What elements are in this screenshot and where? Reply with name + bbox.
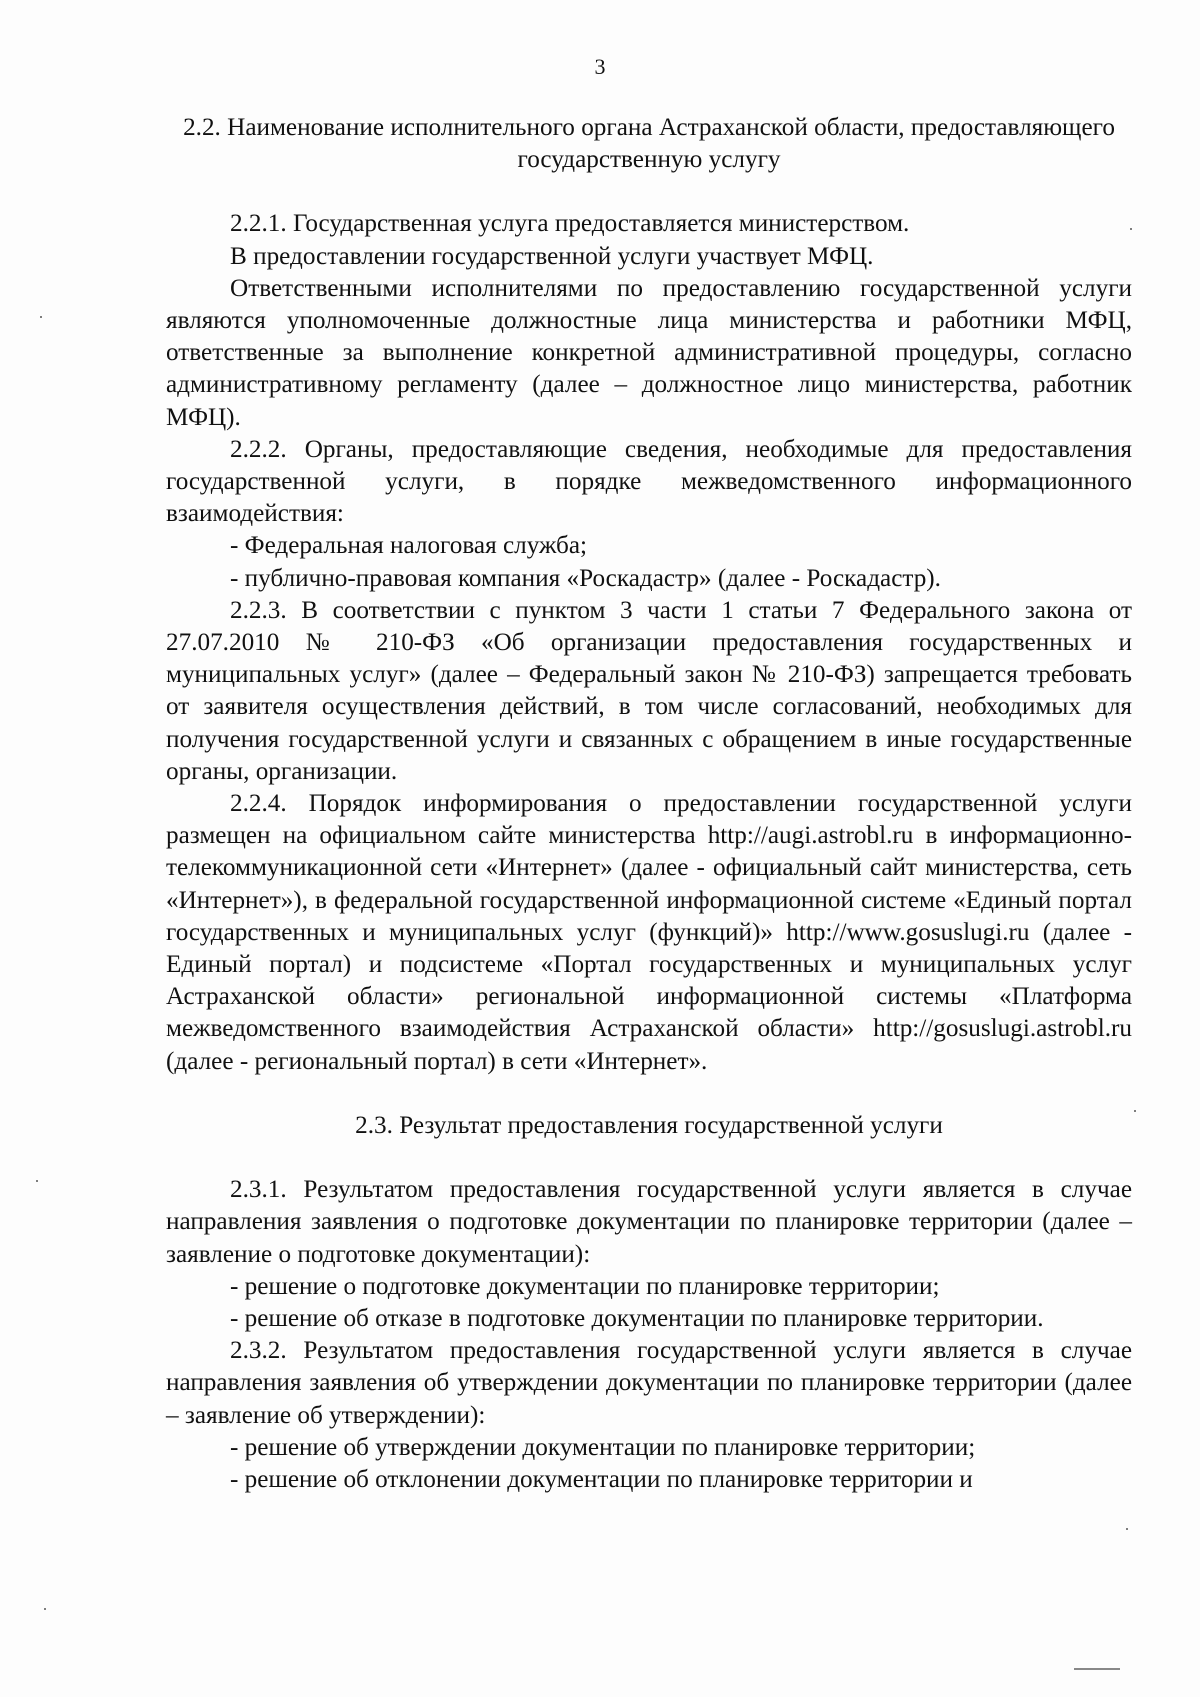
paragraph-responsible-executors: Ответственными исполнителями по предоставлению государственной услуги являются уполномоченные должностные лица министерства и работники МФЦ, ответственные за выполнение конкретной административной процедуры, согласно административному регламенту (далее – должностное лицо министерства, работник МФЦ).: [166, 274, 1132, 431]
list-item-preparation-refusal: - решение об отказе в подготовке документации по планировке территории.: [230, 1304, 1044, 1332]
document-body: [166, 112, 1132, 1496]
scan-speck: [1134, 1110, 1136, 1112]
list-item-preparation-decision: - решение о подготовке документации по планировке территории;: [230, 1272, 940, 1300]
scan-speck: [1130, 228, 1132, 230]
section-heading-2-2: 2.2. Наименование исполнительного органа Астраханской области, предоставляющего государственную услугу: [183, 114, 1115, 174]
scan-speck: [44, 1608, 46, 1610]
page-number: 3: [594, 54, 606, 79]
list-item-approval-decision: - решение об утверждении документации по планировке территории;: [230, 1433, 976, 1461]
scan-speck: [1126, 1528, 1128, 1530]
scan-mark: [1074, 1668, 1120, 1670]
list-item-rejection-decision: - решение об отклонении документации по планировке территории и: [230, 1465, 973, 1493]
paragraph-2-3-1: 2.3.1. Результатом предоставления государственной услуги является в случае направления заявления о подготовке документации по планировке территории (далее – заявление о подготовке документации):: [166, 1176, 1132, 1268]
scan-speck: [36, 1180, 38, 1182]
list-item-roskadastr: - публично-правовая компания «Роскадастр» (далее - Роскадастр).: [230, 564, 941, 592]
scan-speck: [40, 316, 42, 318]
paragraph-2-2-1: 2.2.1. Государственная услуга предоставляется министерством.: [230, 210, 910, 238]
paragraph-2-2-4: 2.2.4. Порядок информирования о предоставлении государственной услуги размещен на официальном сайте министерства http://augi.astrobl.ru в информационно-телекоммуникационной сети «Интернет» (далее - официальный сайт министерства, сеть «Интернет»), в федеральной государственной информационной системе «Единый портал государственных и муниципальных услуг (функций)» http://www.gosuslugi.ru (далее - Единый портал) и подсистеме «Портал государственных и муниципальных услуг Астраханской области» региональной информационной системы «Платформа межведомственного взаимодействия Астраханской области» http://gosuslugi.astrobl.ru (далее - региональный портал) в сети «Интернет».: [166, 790, 1132, 1075]
paragraph-2-3-2: 2.3.2. Результатом предоставления государственной услуги является в случае направления заявления об утверждении документации по планировке территории (далее – заявление об утверждении):: [166, 1337, 1132, 1429]
section-heading-2-3: 2.3. Результат предоставления государственной услуги: [355, 1111, 943, 1139]
paragraph-2-2-2: 2.2.2. Органы, предоставляющие сведения, необходимые для предоставления государственной услуги, в порядке межведомственного информационного взаимодействия:: [166, 435, 1132, 528]
list-item-tax-service: - Федеральная налоговая служба;: [230, 532, 588, 560]
paragraph-mfc-participation: В предоставлении государственной услуги участвует МФЦ.: [230, 242, 874, 270]
paragraph-2-2-3: 2.2.3. В соответствии с пунктом 3 части 1 статьи 7 Федерального закона от 27.07.2010 № 210-ФЗ «Об организации предоставления государственных и муниципальных услуг» (далее – Федеральный закон № 210-ФЗ) запрещается требовать от заявителя осуществления действий, в том числе согласований, необходимых для получения государственной услуги и связанных с обращением в иные государственные органы, организации.: [166, 596, 1132, 785]
